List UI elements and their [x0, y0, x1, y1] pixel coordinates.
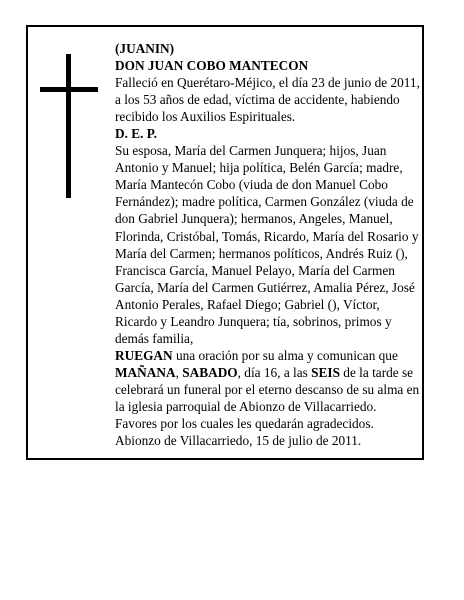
deceased-name: DON JUAN COBO MANTECON: [115, 58, 309, 74]
dep-abbreviation: D. E. P.: [115, 126, 157, 142]
service-announcement: [115, 347, 421, 415]
deceased-alias: (JUANIN): [115, 41, 175, 56]
obituary-notice: [26, 25, 424, 460]
request-word: RUEGAN: [115, 347, 173, 363]
day-word: MAÑANA: [115, 364, 176, 380]
hour-word: SEIS: [311, 364, 340, 380]
family-list: Su esposa, María del Carmen Junquera; hijos, Juan Antonio y Manuel; hija política, Belén García; madre, María Mantecón Cobo (viuda de don Manuel Cobo Fernández); madre política, Carmen González (viuda de don Gabriel Junquera); hermanos, Angeles, Manuel, Florinda, Cristóbal, Tomás, Ricardo, María del Rosario y María del Carmen; hermanos políticos, Andrés Ruiz (), Francisca García, Manuel Pelayo, María del Carmen García, María del Carmen Gutiérrez, Amalia Pérez, José Antonio Perales, Rafael Diego; Gabriel (), Víctor, Ricardo y Leandro Junquera; tía, sobrinos, primos y demás familia,: [115, 143, 419, 346]
thanks-line: Favores por los cuales les quedarán agradecidos.: [115, 416, 374, 432]
weekday-word: SABADO: [182, 364, 238, 380]
request-text-2: , día 16, a las: [237, 364, 312, 380]
request-text-1: una oración por su alma y comunican que: [172, 347, 398, 363]
obituary-text: [115, 40, 421, 449]
cross-icon: [40, 54, 98, 198]
death-info: Falleció en Querétaro-Méjico, el día 23 de junio de 2011, a los 53 años de edad, víctima de accidente, habiendo recibido los Auxilios Espirituales.: [115, 75, 420, 125]
cross-vertical-bar: [66, 54, 71, 198]
place-date-line: Abionzo de Villacarriedo, 15 de julio de 2011.: [115, 433, 362, 449]
comma-separator: ,: [175, 364, 183, 380]
request-text-3: de la tarde se celebrará un funeral por el eterno descanso de su alma en la iglesia parroquial de Abionzo de Villacarriedo.: [115, 364, 420, 414]
cross-horizontal-bar: [40, 87, 98, 92]
